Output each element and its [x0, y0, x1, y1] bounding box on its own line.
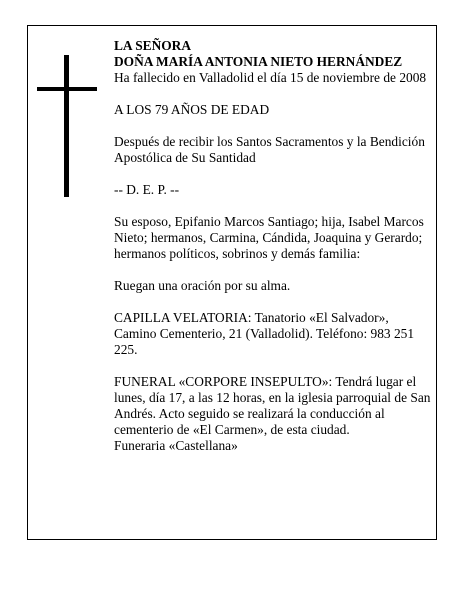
chapel-info: CAPILLA VELATORIA: Tanatorio «El Salvador», Camino Cementerio, 21 (Valladolid). Teléfono: 983 251 225. — [114, 310, 415, 357]
prayer-request: Ruegan una oración por su alma. — [114, 278, 291, 293]
family-statement: Su esposo, Epifanio Marcos Santiago; hija, Isabel Marcos Nieto; hermanos, Carmina, Cándida, Joaquina y Gerardo; hermanos políticos, sobrinos y demás familia: — [114, 214, 424, 261]
rip-line: -- D. E. P. -- — [114, 182, 180, 197]
funeral-home: Funeraria «Castellana» — [114, 438, 238, 453]
passing-statement: Ha fallecido en Valladolid el día 15 de noviembre de 2008 — [114, 70, 427, 85]
sacraments-statement: Después de recibir los Santos Sacramentos y la Bendición Apostólica de Su Santidad — [114, 134, 425, 165]
age-statement: A LOS 79 AÑOS DE EDAD — [114, 102, 270, 117]
obituary-text — [114, 38, 432, 454]
funeral-info: FUNERAL «CORPORE INSEPULTO»: Tendrá lugar el lunes, día 17, a las 12 horas, en la iglesia parroquial de San Andrés. Acto seguido se realizará la conducción al cementerio de «El Carmen», de esta ciudad. — [114, 374, 431, 437]
deceased-name: DOÑA MARÍA ANTONIA NIETO HERNÁNDEZ — [114, 54, 403, 69]
cross-icon — [37, 55, 97, 197]
cross-horizontal-bar — [37, 87, 97, 91]
cross-vertical-bar — [64, 55, 69, 197]
title-line: LA SEÑORA — [114, 38, 192, 53]
